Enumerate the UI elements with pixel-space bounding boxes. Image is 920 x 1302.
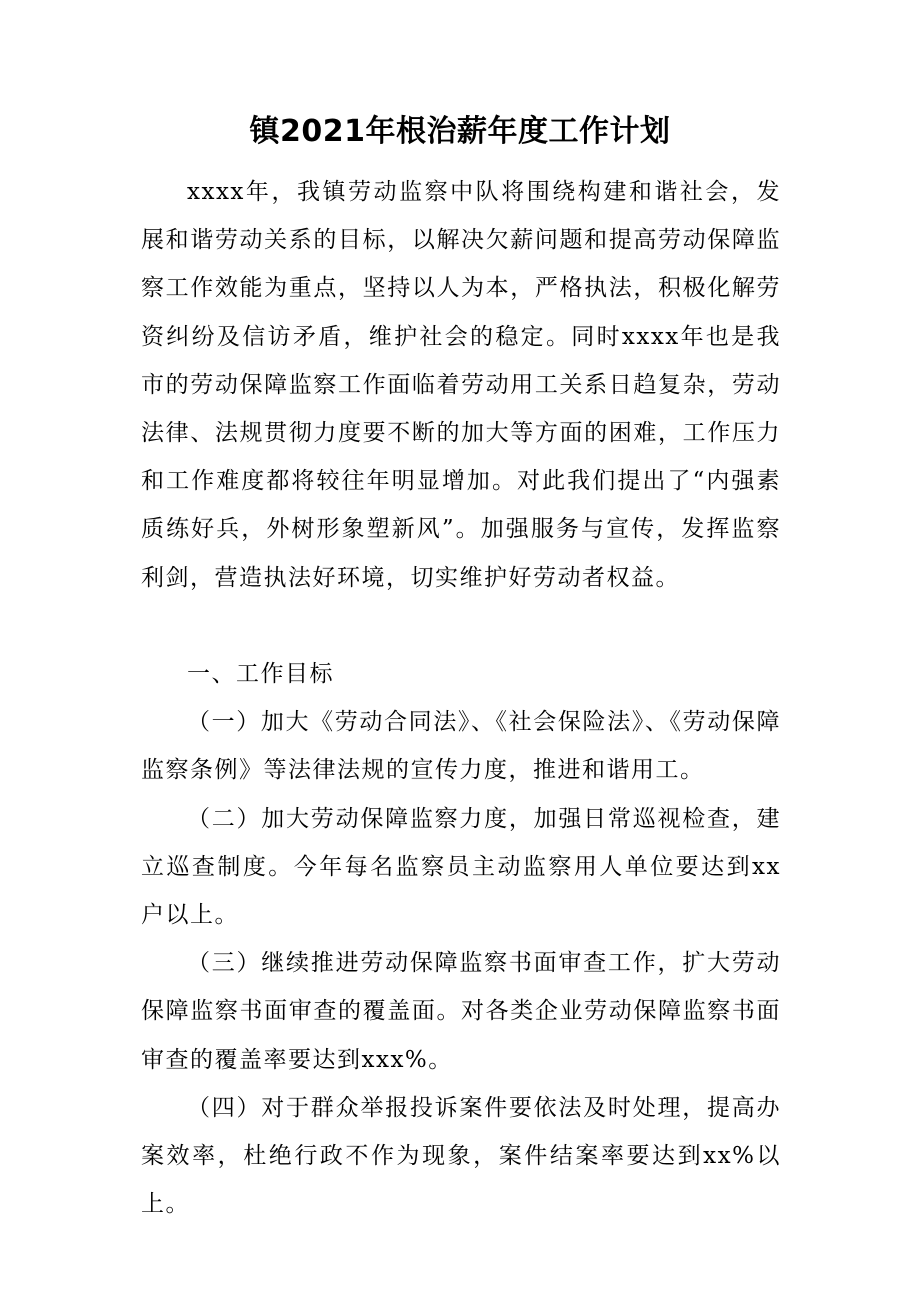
document-body bbox=[141, 168, 781, 1228]
intro-paragraph: xxxx年，我镇劳动监察中队将围绕构建和谐社会，发展和谐劳动关系的目标，以解决欠薪问题和提高劳动保障监察工作效能为重点，坚持以人为本，严格执法，积极化解劳资纠纷及信访矛盾，维护社会的稳定。同时xxxx年也是我市的劳动保障监察工作面临着劳动用工关系日趋复杂，劳动法律、法规贯彻力度要不断的加大等方面的困难，工作压力和工作难度都将较往年明显增加。对此我们提出了“内强素质练好兵，外树形象塑新风”。加强服务与宣传，发挥监察利剑，营造执法好环境，切实维护好劳动者权益。 bbox=[141, 179, 781, 591]
section-heading: 一、工作目标 bbox=[187, 661, 334, 688]
paragraph-spacer bbox=[141, 602, 781, 650]
goal-item-4: （四）对于群众举报投诉案件要依法及时处理，提高办案效率，杜绝行政不作为现象，案件结案率要达到xx%以上。 bbox=[141, 1094, 781, 1218]
document-title: 镇2021年根治薪年度工作计划 bbox=[249, 114, 671, 149]
goal-item-1: （一）加大《劳动合同法》、《社会保险法》、《劳动保障监察条例》等法律法规的宣传力度，推进和谐用工。 bbox=[141, 709, 781, 784]
goal-item-3: （三）继续推进劳动保障监察书面审查工作，扩大劳动保障监察书面审查的覆盖面。对各类企业劳动保障监察书面审查的覆盖率要达到xxx%。 bbox=[141, 950, 781, 1073]
goal-item-2: （二）加大劳动保障监察力度，加强日常巡视检查，建立巡查制度。今年每名监察员主动监察用人单位要达到xx户以上。 bbox=[141, 805, 781, 929]
